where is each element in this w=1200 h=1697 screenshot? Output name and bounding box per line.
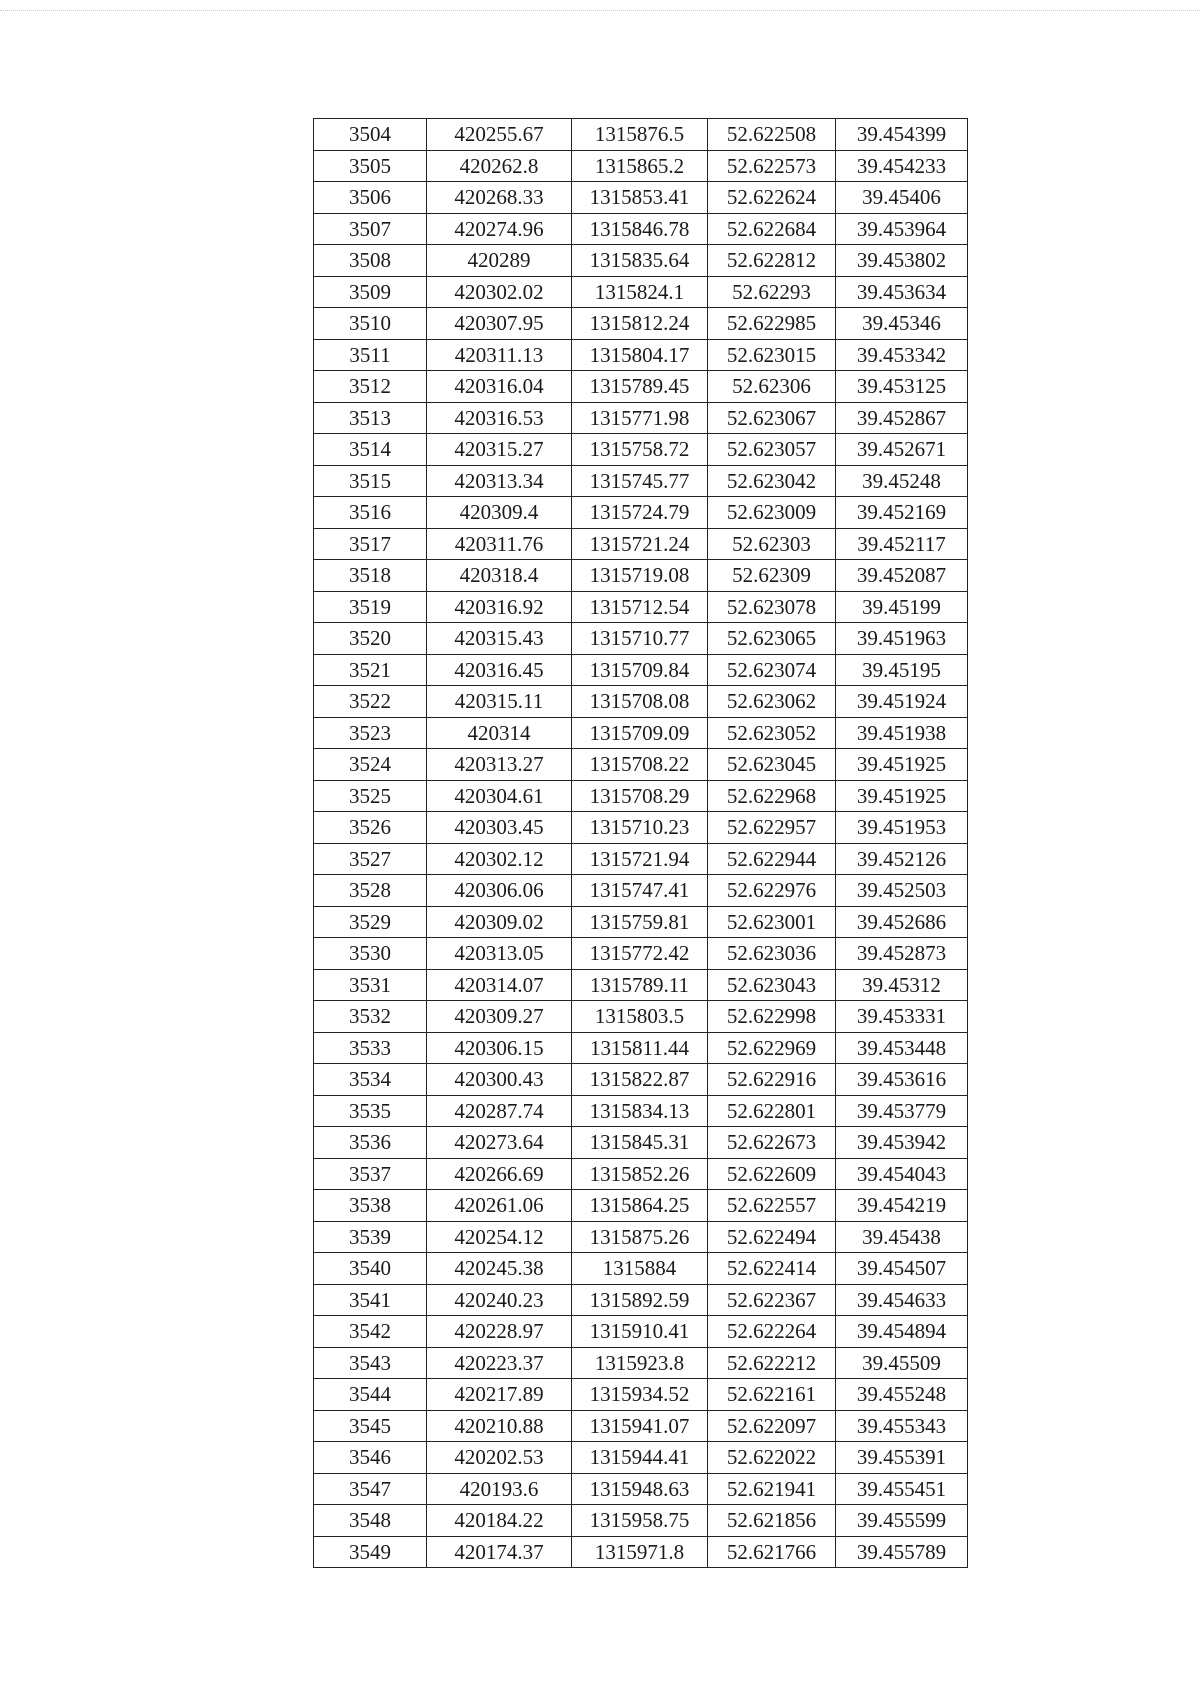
x-coordinate-cell: 420315.27	[427, 434, 572, 466]
latitude-cell: 52.623074	[708, 654, 836, 686]
table-row	[314, 1221, 968, 1253]
y-coordinate-cell: 1315923.8	[572, 1347, 708, 1379]
table-row	[314, 150, 968, 182]
point-number-cell: 3508	[314, 245, 427, 277]
x-coordinate-cell: 420262.8	[427, 150, 572, 182]
point-number-cell: 3549	[314, 1536, 427, 1568]
y-coordinate-cell: 1315824.1	[572, 276, 708, 308]
table-row	[314, 1505, 968, 1537]
longitude-cell: 39.454043	[836, 1158, 968, 1190]
latitude-cell: 52.622494	[708, 1221, 836, 1253]
table-row	[314, 528, 968, 560]
longitude-cell: 39.454219	[836, 1190, 968, 1222]
latitude-cell: 52.623065	[708, 623, 836, 655]
point-number-cell: 3525	[314, 780, 427, 812]
latitude-cell: 52.622557	[708, 1190, 836, 1222]
longitude-cell: 39.45248	[836, 465, 968, 497]
point-number-cell: 3527	[314, 843, 427, 875]
latitude-cell: 52.62303	[708, 528, 836, 560]
table-row	[314, 245, 968, 277]
point-number-cell: 3531	[314, 969, 427, 1001]
latitude-cell: 52.622367	[708, 1284, 836, 1316]
longitude-cell: 39.455789	[836, 1536, 968, 1568]
x-coordinate-cell: 420309.02	[427, 906, 572, 938]
longitude-cell: 39.451953	[836, 812, 968, 844]
latitude-cell: 52.622609	[708, 1158, 836, 1190]
latitude-cell: 52.622097	[708, 1410, 836, 1442]
x-coordinate-cell: 420254.12	[427, 1221, 572, 1253]
y-coordinate-cell: 1315708.29	[572, 780, 708, 812]
longitude-cell: 39.451925	[836, 780, 968, 812]
latitude-cell: 52.623052	[708, 717, 836, 749]
x-coordinate-cell: 420316.92	[427, 591, 572, 623]
longitude-cell: 39.454894	[836, 1316, 968, 1348]
x-coordinate-cell: 420314	[427, 717, 572, 749]
x-coordinate-cell: 420261.06	[427, 1190, 572, 1222]
longitude-cell: 39.453125	[836, 371, 968, 403]
table-row	[314, 686, 968, 718]
y-coordinate-cell: 1315971.8	[572, 1536, 708, 1568]
longitude-cell: 39.453779	[836, 1095, 968, 1127]
point-number-cell: 3530	[314, 938, 427, 970]
point-number-cell: 3524	[314, 749, 427, 781]
x-coordinate-cell: 420316.04	[427, 371, 572, 403]
latitude-cell: 52.623015	[708, 339, 836, 371]
longitude-cell: 39.45199	[836, 591, 968, 623]
longitude-cell: 39.45346	[836, 308, 968, 340]
longitude-cell: 39.455391	[836, 1442, 968, 1474]
y-coordinate-cell: 1315721.24	[572, 528, 708, 560]
longitude-cell: 39.455248	[836, 1379, 968, 1411]
y-coordinate-cell: 1315708.22	[572, 749, 708, 781]
point-number-cell: 3539	[314, 1221, 427, 1253]
y-coordinate-cell: 1315719.08	[572, 560, 708, 592]
table-row	[314, 812, 968, 844]
y-coordinate-cell: 1315958.75	[572, 1505, 708, 1537]
longitude-cell: 39.451963	[836, 623, 968, 655]
longitude-cell: 39.454233	[836, 150, 968, 182]
table-row	[314, 560, 968, 592]
coordinate-table	[313, 118, 968, 1568]
point-number-cell: 3518	[314, 560, 427, 592]
y-coordinate-cell: 1315822.87	[572, 1064, 708, 1096]
point-number-cell: 3533	[314, 1032, 427, 1064]
longitude-cell: 39.45406	[836, 182, 968, 214]
x-coordinate-cell: 420318.4	[427, 560, 572, 592]
table-row	[314, 1442, 968, 1474]
x-coordinate-cell: 420315.43	[427, 623, 572, 655]
longitude-cell: 39.45509	[836, 1347, 968, 1379]
point-number-cell: 3506	[314, 182, 427, 214]
point-number-cell: 3519	[314, 591, 427, 623]
y-coordinate-cell: 1315771.98	[572, 402, 708, 434]
x-coordinate-cell: 420228.97	[427, 1316, 572, 1348]
table-row	[314, 1001, 968, 1033]
point-number-cell: 3547	[314, 1473, 427, 1505]
y-coordinate-cell: 1315747.41	[572, 875, 708, 907]
x-coordinate-cell: 420289	[427, 245, 572, 277]
table-row	[314, 1127, 968, 1159]
point-number-cell: 3512	[314, 371, 427, 403]
x-coordinate-cell: 420311.76	[427, 528, 572, 560]
y-coordinate-cell: 1315944.41	[572, 1442, 708, 1474]
y-coordinate-cell: 1315941.07	[572, 1410, 708, 1442]
table-row	[314, 1536, 968, 1568]
table-row	[314, 906, 968, 938]
latitude-cell: 52.623043	[708, 969, 836, 1001]
y-coordinate-cell: 1315724.79	[572, 497, 708, 529]
point-number-cell: 3540	[314, 1253, 427, 1285]
table-row	[314, 938, 968, 970]
latitude-cell: 52.62306	[708, 371, 836, 403]
longitude-cell: 39.452169	[836, 497, 968, 529]
point-number-cell: 3528	[314, 875, 427, 907]
longitude-cell: 39.452087	[836, 560, 968, 592]
latitude-cell: 52.622264	[708, 1316, 836, 1348]
longitude-cell: 39.452867	[836, 402, 968, 434]
x-coordinate-cell: 420266.69	[427, 1158, 572, 1190]
table-row	[314, 1190, 968, 1222]
table-row	[314, 1095, 968, 1127]
x-coordinate-cell: 420287.74	[427, 1095, 572, 1127]
y-coordinate-cell: 1315948.63	[572, 1473, 708, 1505]
latitude-cell: 52.623067	[708, 402, 836, 434]
point-number-cell: 3535	[314, 1095, 427, 1127]
point-number-cell: 3513	[314, 402, 427, 434]
point-number-cell: 3544	[314, 1379, 427, 1411]
x-coordinate-cell: 420309.27	[427, 1001, 572, 1033]
y-coordinate-cell: 1315759.81	[572, 906, 708, 938]
longitude-cell: 39.454633	[836, 1284, 968, 1316]
point-number-cell: 3542	[314, 1316, 427, 1348]
latitude-cell: 52.622684	[708, 213, 836, 245]
y-coordinate-cell: 1315875.26	[572, 1221, 708, 1253]
latitude-cell: 52.62293	[708, 276, 836, 308]
x-coordinate-cell: 420300.43	[427, 1064, 572, 1096]
y-coordinate-cell: 1315853.41	[572, 182, 708, 214]
table-row	[314, 213, 968, 245]
latitude-cell: 52.623062	[708, 686, 836, 718]
x-coordinate-cell: 420302.12	[427, 843, 572, 875]
longitude-cell: 39.451938	[836, 717, 968, 749]
latitude-cell: 52.623036	[708, 938, 836, 970]
table-row	[314, 843, 968, 875]
table-row	[314, 969, 968, 1001]
x-coordinate-cell: 420306.06	[427, 875, 572, 907]
x-coordinate-cell: 420240.23	[427, 1284, 572, 1316]
longitude-cell: 39.453634	[836, 276, 968, 308]
x-coordinate-cell: 420268.33	[427, 182, 572, 214]
table-row	[314, 654, 968, 686]
longitude-cell: 39.451924	[836, 686, 968, 718]
y-coordinate-cell: 1315708.08	[572, 686, 708, 718]
table-row	[314, 1253, 968, 1285]
x-coordinate-cell: 420313.34	[427, 465, 572, 497]
longitude-cell: 39.453448	[836, 1032, 968, 1064]
latitude-cell: 52.623042	[708, 465, 836, 497]
point-number-cell: 3516	[314, 497, 427, 529]
longitude-cell: 39.451925	[836, 749, 968, 781]
x-coordinate-cell: 420217.89	[427, 1379, 572, 1411]
longitude-cell: 39.452873	[836, 938, 968, 970]
latitude-cell: 52.622944	[708, 843, 836, 875]
table-row	[314, 182, 968, 214]
coordinate-table-body	[314, 119, 968, 1568]
table-row	[314, 780, 968, 812]
latitude-cell: 52.622812	[708, 245, 836, 277]
point-number-cell: 3523	[314, 717, 427, 749]
longitude-cell: 39.452126	[836, 843, 968, 875]
table-row	[314, 465, 968, 497]
y-coordinate-cell: 1315721.94	[572, 843, 708, 875]
point-number-cell: 3514	[314, 434, 427, 466]
latitude-cell: 52.623009	[708, 497, 836, 529]
latitude-cell: 52.622976	[708, 875, 836, 907]
table-row	[314, 591, 968, 623]
y-coordinate-cell: 1315710.77	[572, 623, 708, 655]
x-coordinate-cell: 420174.37	[427, 1536, 572, 1568]
longitude-cell: 39.453342	[836, 339, 968, 371]
table-row	[314, 308, 968, 340]
latitude-cell: 52.622212	[708, 1347, 836, 1379]
latitude-cell: 52.62309	[708, 560, 836, 592]
x-coordinate-cell: 420313.05	[427, 938, 572, 970]
table-row	[314, 402, 968, 434]
point-number-cell: 3543	[314, 1347, 427, 1379]
latitude-cell: 52.622985	[708, 308, 836, 340]
point-number-cell: 3545	[314, 1410, 427, 1442]
x-coordinate-cell: 420274.96	[427, 213, 572, 245]
point-number-cell: 3510	[314, 308, 427, 340]
latitude-cell: 52.621856	[708, 1505, 836, 1537]
x-coordinate-cell: 420316.45	[427, 654, 572, 686]
latitude-cell: 52.621766	[708, 1536, 836, 1568]
table-row	[314, 119, 968, 151]
longitude-cell: 39.455599	[836, 1505, 968, 1537]
latitude-cell: 52.622508	[708, 119, 836, 151]
point-number-cell: 3515	[314, 465, 427, 497]
point-number-cell: 3548	[314, 1505, 427, 1537]
table-row	[314, 371, 968, 403]
latitude-cell: 52.622573	[708, 150, 836, 182]
point-number-cell: 3532	[314, 1001, 427, 1033]
y-coordinate-cell: 1315910.41	[572, 1316, 708, 1348]
point-number-cell: 3529	[314, 906, 427, 938]
x-coordinate-cell: 420306.15	[427, 1032, 572, 1064]
x-coordinate-cell: 420313.27	[427, 749, 572, 781]
table-row	[314, 717, 968, 749]
table-row	[314, 1410, 968, 1442]
longitude-cell: 39.453942	[836, 1127, 968, 1159]
point-number-cell: 3520	[314, 623, 427, 655]
table-row	[314, 1284, 968, 1316]
y-coordinate-cell: 1315852.26	[572, 1158, 708, 1190]
y-coordinate-cell: 1315804.17	[572, 339, 708, 371]
point-number-cell: 3537	[314, 1158, 427, 1190]
y-coordinate-cell: 1315811.44	[572, 1032, 708, 1064]
latitude-cell: 52.623045	[708, 749, 836, 781]
point-number-cell: 3511	[314, 339, 427, 371]
x-coordinate-cell: 420302.02	[427, 276, 572, 308]
table-row	[314, 434, 968, 466]
point-number-cell: 3505	[314, 150, 427, 182]
x-coordinate-cell: 420307.95	[427, 308, 572, 340]
longitude-cell: 39.452671	[836, 434, 968, 466]
longitude-cell: 39.45195	[836, 654, 968, 686]
longitude-cell: 39.453616	[836, 1064, 968, 1096]
latitude-cell: 52.622624	[708, 182, 836, 214]
table-row	[314, 623, 968, 655]
y-coordinate-cell: 1315803.5	[572, 1001, 708, 1033]
x-coordinate-cell: 420202.53	[427, 1442, 572, 1474]
latitude-cell: 52.622414	[708, 1253, 836, 1285]
longitude-cell: 39.452503	[836, 875, 968, 907]
point-number-cell: 3526	[314, 812, 427, 844]
x-coordinate-cell: 420309.4	[427, 497, 572, 529]
table-row	[314, 1032, 968, 1064]
point-number-cell: 3534	[314, 1064, 427, 1096]
x-coordinate-cell: 420223.37	[427, 1347, 572, 1379]
y-coordinate-cell: 1315845.31	[572, 1127, 708, 1159]
longitude-cell: 39.45438	[836, 1221, 968, 1253]
latitude-cell: 52.622998	[708, 1001, 836, 1033]
latitude-cell: 52.622957	[708, 812, 836, 844]
x-coordinate-cell: 420184.22	[427, 1505, 572, 1537]
coordinate-table-container	[313, 118, 967, 1568]
y-coordinate-cell: 1315846.78	[572, 213, 708, 245]
x-coordinate-cell: 420315.11	[427, 686, 572, 718]
y-coordinate-cell: 1315812.24	[572, 308, 708, 340]
x-coordinate-cell: 420303.45	[427, 812, 572, 844]
x-coordinate-cell: 420210.88	[427, 1410, 572, 1442]
longitude-cell: 39.452686	[836, 906, 968, 938]
x-coordinate-cell: 420314.07	[427, 969, 572, 1001]
y-coordinate-cell: 1315864.25	[572, 1190, 708, 1222]
table-row	[314, 276, 968, 308]
longitude-cell: 39.455451	[836, 1473, 968, 1505]
x-coordinate-cell: 420311.13	[427, 339, 572, 371]
latitude-cell: 52.623078	[708, 591, 836, 623]
y-coordinate-cell: 1315789.45	[572, 371, 708, 403]
page-top-rule	[0, 10, 1200, 11]
latitude-cell: 52.622161	[708, 1379, 836, 1411]
x-coordinate-cell: 420245.38	[427, 1253, 572, 1285]
longitude-cell: 39.454399	[836, 119, 968, 151]
y-coordinate-cell: 1315834.13	[572, 1095, 708, 1127]
longitude-cell: 39.455343	[836, 1410, 968, 1442]
longitude-cell: 39.453964	[836, 213, 968, 245]
point-number-cell: 3507	[314, 213, 427, 245]
y-coordinate-cell: 1315934.52	[572, 1379, 708, 1411]
latitude-cell: 52.622968	[708, 780, 836, 812]
table-row	[314, 875, 968, 907]
table-row	[314, 749, 968, 781]
latitude-cell: 52.622969	[708, 1032, 836, 1064]
x-coordinate-cell: 420304.61	[427, 780, 572, 812]
latitude-cell: 52.623001	[708, 906, 836, 938]
point-number-cell: 3504	[314, 119, 427, 151]
table-row	[314, 1379, 968, 1411]
longitude-cell: 39.454507	[836, 1253, 968, 1285]
y-coordinate-cell: 1315712.54	[572, 591, 708, 623]
table-row	[314, 1347, 968, 1379]
x-coordinate-cell: 420255.67	[427, 119, 572, 151]
y-coordinate-cell: 1315835.64	[572, 245, 708, 277]
latitude-cell: 52.622801	[708, 1095, 836, 1127]
point-number-cell: 3546	[314, 1442, 427, 1474]
longitude-cell: 39.452117	[836, 528, 968, 560]
longitude-cell: 39.453331	[836, 1001, 968, 1033]
table-row	[314, 339, 968, 371]
latitude-cell: 52.621941	[708, 1473, 836, 1505]
table-row	[314, 1473, 968, 1505]
x-coordinate-cell: 420316.53	[427, 402, 572, 434]
point-number-cell: 3541	[314, 1284, 427, 1316]
x-coordinate-cell: 420273.64	[427, 1127, 572, 1159]
latitude-cell: 52.622673	[708, 1127, 836, 1159]
y-coordinate-cell: 1315876.5	[572, 119, 708, 151]
longitude-cell: 39.453802	[836, 245, 968, 277]
y-coordinate-cell: 1315772.42	[572, 938, 708, 970]
table-row	[314, 497, 968, 529]
y-coordinate-cell: 1315710.23	[572, 812, 708, 844]
y-coordinate-cell: 1315865.2	[572, 150, 708, 182]
point-number-cell: 3521	[314, 654, 427, 686]
y-coordinate-cell: 1315789.11	[572, 969, 708, 1001]
table-row	[314, 1064, 968, 1096]
point-number-cell: 3536	[314, 1127, 427, 1159]
y-coordinate-cell: 1315892.59	[572, 1284, 708, 1316]
y-coordinate-cell: 1315884	[572, 1253, 708, 1285]
table-row	[314, 1316, 968, 1348]
x-coordinate-cell: 420193.6	[427, 1473, 572, 1505]
y-coordinate-cell: 1315709.09	[572, 717, 708, 749]
point-number-cell: 3509	[314, 276, 427, 308]
y-coordinate-cell: 1315758.72	[572, 434, 708, 466]
table-row	[314, 1158, 968, 1190]
latitude-cell: 52.622916	[708, 1064, 836, 1096]
latitude-cell: 52.623057	[708, 434, 836, 466]
point-number-cell: 3522	[314, 686, 427, 718]
y-coordinate-cell: 1315745.77	[572, 465, 708, 497]
point-number-cell: 3517	[314, 528, 427, 560]
longitude-cell: 39.45312	[836, 969, 968, 1001]
point-number-cell: 3538	[314, 1190, 427, 1222]
latitude-cell: 52.622022	[708, 1442, 836, 1474]
y-coordinate-cell: 1315709.84	[572, 654, 708, 686]
